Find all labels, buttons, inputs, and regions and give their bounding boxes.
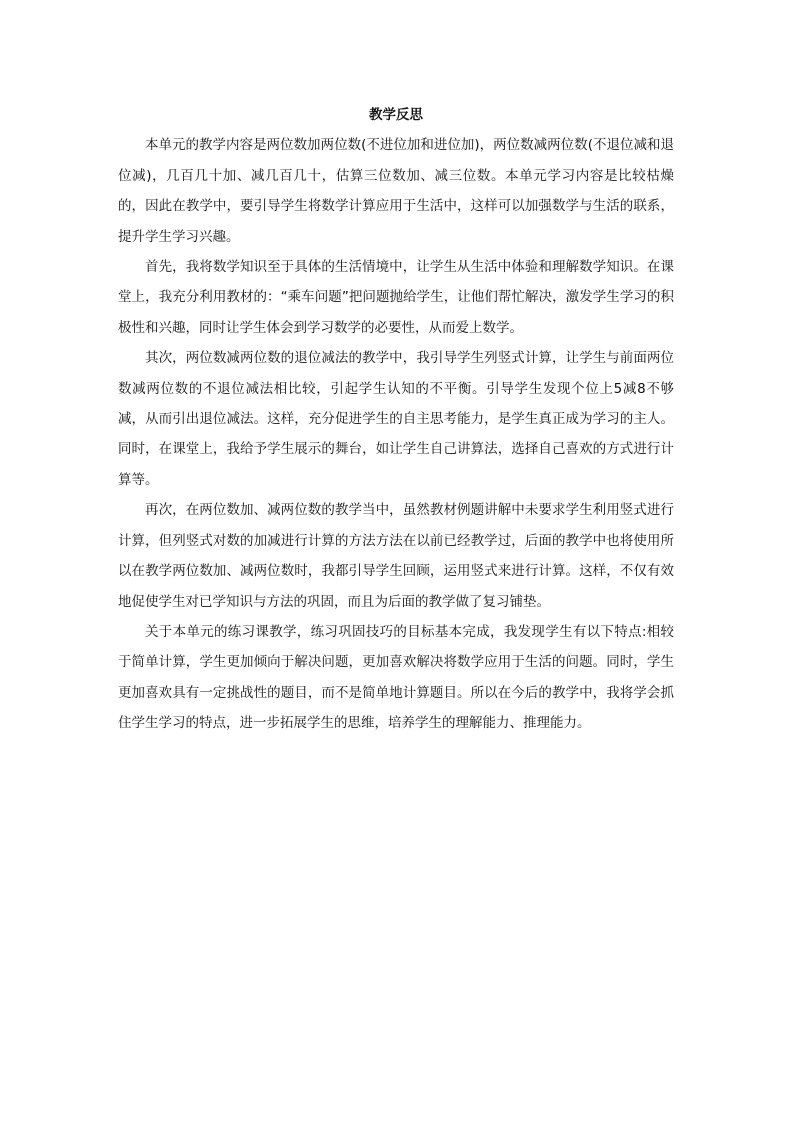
paragraph-2: 首先，我将数学知识至于具体的生活情境中，让学生从生活中体验和理解数学知识。在课堂上，我充分利用教材的：“乘车问题”把问题抛给学生，让他们帮忙解决，激发学生学习的积极性和兴趣，同时让学生体会到学习数学的必要性，从而爱上数学。 [118,259,674,336]
paragraph-3: 其次，两位数减两位数的退位减法的教学中，我引导学生列竖式计算，让学生与前面两位数减两位数的不退位减法相比较，引起学生认知的不平衡。引导学生发现个位上5减8不够减，从而引出退位减法。这样，充分促进学生的自主思考能力，是学生真正成为学习的主人。同时，在课堂上，我给予学生展示的舞台，如让学生自己讲算法，选择自己喜欢的方式进行计算等。 [118,350,674,488]
document-title: 教学反思 [369,107,423,123]
paragraph-4: 再次，在两位数加、减两位数的教学当中，虽然教材例题讲解中未要求学生利用竖式进行计算，但列竖式对数的加减进行计算的方法方法在以前已经教学过，后面的教学中也将使用所以在教学两位数加、减两位数时，我都引导学生回顾，运用竖式来进行计算。这样，不仅有效地促使学生对已学知识与方法的巩固，而且为后面的教学做了复习铺垫。 [118,502,674,610]
document-body [118,100,674,739]
paragraph-5: 关于本单元的练习课教学，练习巩固技巧的目标基本完成，我发现学生有以下特点:相较于简单计算，学生更加倾向于解决问题，更加喜欢解决将数学应用于生活的问题。同时，学生更加喜欢具有一定挑战性的题目，而不是简单地计算题目。所以在今后的教学中，我将学会抓住学生学习的特点，进一步拓展学生的思维，培养学生的理解能力、推理能力。 [118,623,674,732]
paragraph-1: 本单元的教学内容是两位数加两位数(不进位加和进位加)，两位数减两位数(不退位减和退位减)，几百几十加、减几百几十，估算三位数加、减三位数。本单元学习内容是比较枯燥的，因此在教学中，要引导学生将数学计算应用于生活中，这样可以加强数学与生活的联系，提升学生学习兴趣。 [118,137,674,245]
